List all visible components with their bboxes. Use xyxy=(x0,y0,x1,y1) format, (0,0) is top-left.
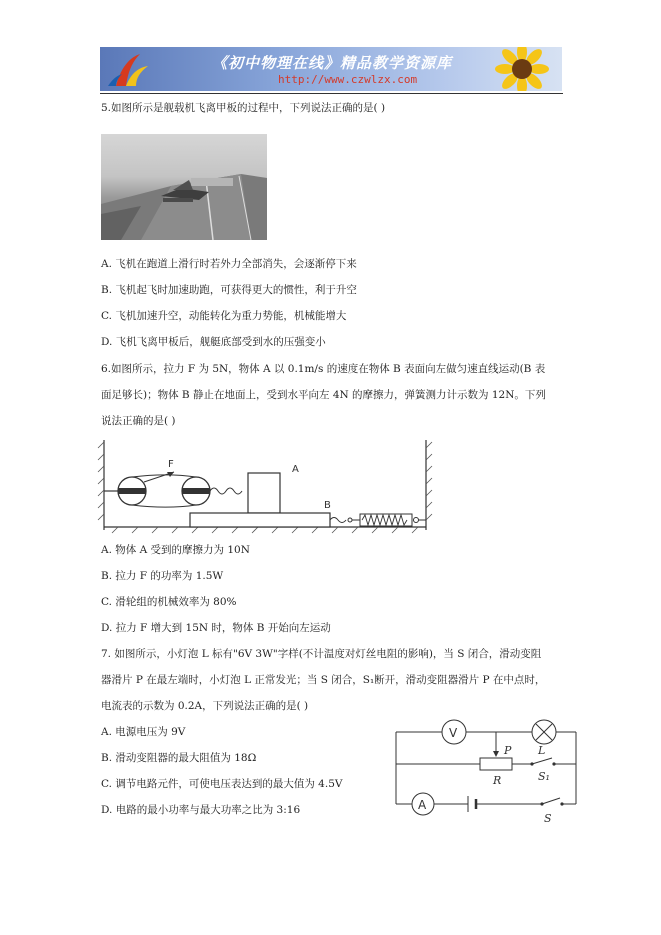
q6-label-f: F xyxy=(168,459,174,470)
site-logo-icon xyxy=(106,50,166,88)
q5-stem: 5.如图所示是舰载机飞离甲板的过程中，下列说法正确的是( ) xyxy=(101,102,386,114)
q7-option-b: B. 滑动变阻器的最大阻值为 18Ω xyxy=(101,752,257,764)
q6-option-c: C. 滑轮组的机械效率为 80% xyxy=(101,596,237,608)
q6-option-d: D. 拉力 F 增大到 15N 时，物体 B 开始向左运动 xyxy=(101,622,331,634)
q7-option-c: C. 调节电路元件，可使电压表达到的最大值为 4.5V xyxy=(101,778,343,790)
q5-option-b: B. 飞机起飞时加速助跑，可获得更大的惯性，利于升空 xyxy=(101,284,357,296)
q7-stem-line-2: 器滑片 P 在最左端时，小灯泡 L 正常发光；当 S 闭合，S₁断开，滑动变阻器滑片 P 在中点时， xyxy=(101,674,546,686)
aircraft-carrier-photo xyxy=(101,134,267,240)
q7-label-voltmeter: V xyxy=(449,726,458,740)
q5-option-c: C. 飞机加速升空，动能转化为重力势能，机械能增大 xyxy=(101,310,347,322)
sunflower-icon xyxy=(478,47,558,91)
q6-option-a: A. 物体 A 受到的摩擦力为 10N xyxy=(101,544,250,556)
q6-option-b: B. 拉力 F 的功率为 1.5W xyxy=(101,570,224,582)
header-banner xyxy=(100,47,562,91)
q7-label-switch: S xyxy=(544,812,552,825)
q7-stem-line-1: 7. 如图所示，小灯泡 L 标有"6V 3W"字样(不计温度对灯丝电阻的影响)，当 S 闭合，滑动变阻 xyxy=(101,648,542,660)
q7-label-ammeter: A xyxy=(418,798,427,812)
q7-label-slider: P xyxy=(504,744,512,757)
q7-label-switch1: S₁ xyxy=(538,770,550,783)
q6-stem-line-1: 6.如图所示，拉力 F 为 5N，物体 A 以 0.1m/s 的速度在物体 B 表面向左做匀速直线运动(B 表 xyxy=(101,363,546,375)
q6-pulley-figure xyxy=(96,436,436,534)
q5-option-d: D. 飞机飞离甲板后，舰艇底部受到水的压强变小 xyxy=(101,336,326,348)
q6-stem-line-2: 面足够长)；物体 B 静止在地面上，受到水平向左 4N 的摩擦力，弹簧测力计示数为 12N。下列 xyxy=(101,389,546,401)
banner-title: 《初中物理在线》精品教学资源库 xyxy=(212,54,453,72)
header-rule xyxy=(100,93,563,94)
q6-label-b: B xyxy=(324,500,331,511)
q5-option-a: A. 飞机在跑道上滑行时若外力全部消失，会逐渐停下来 xyxy=(101,258,357,270)
q6-label-a: A xyxy=(292,464,299,475)
q6-stem-line-3: 说法正确的是( ) xyxy=(101,415,176,427)
q7-circuit-diagram xyxy=(392,718,582,828)
q7-label-rheostat: R xyxy=(493,774,502,787)
q7-stem-line-3: 电流表的示数为 0.2A，下列说法正确的是( ) xyxy=(101,700,309,712)
q7-option-a: A. 电源电压为 9V xyxy=(101,726,186,738)
banner-url: http://www.czwlzx.com xyxy=(278,73,418,86)
q7-label-lamp: L xyxy=(538,744,546,757)
q7-option-d: D. 电路的最小功率与最大功率之比为 3:16 xyxy=(101,804,301,816)
